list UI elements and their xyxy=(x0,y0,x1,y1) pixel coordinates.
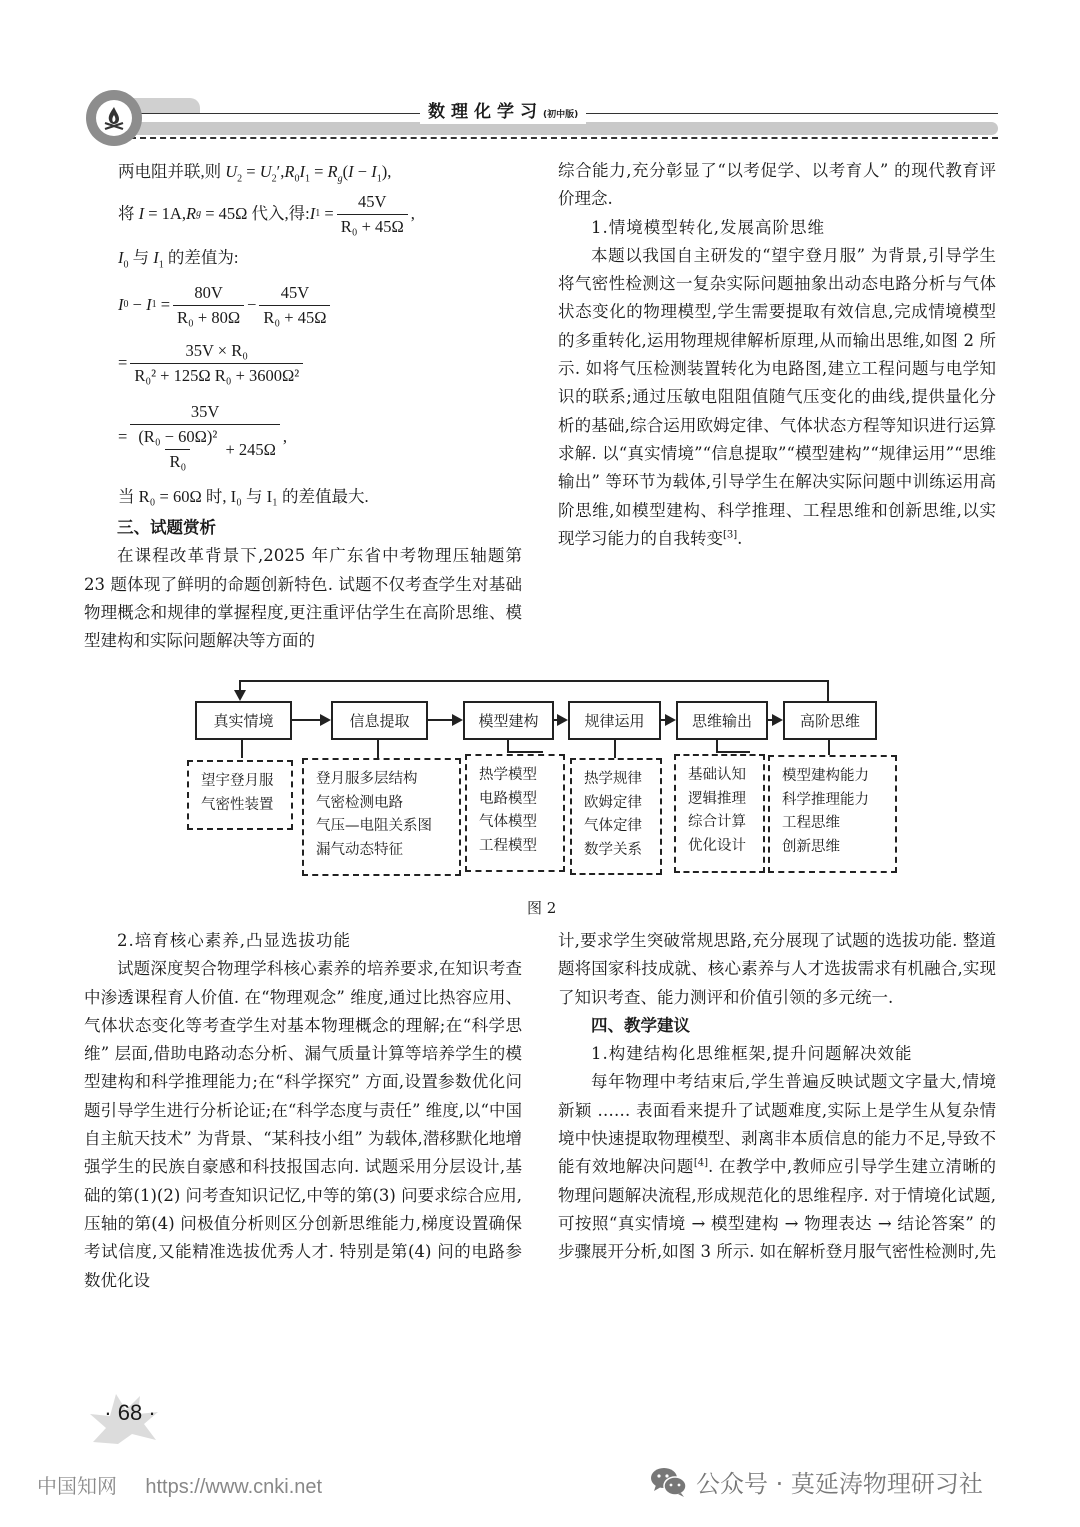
feedback-line xyxy=(239,680,829,682)
stage-box-6: 高阶思维 xyxy=(783,701,877,740)
detail-box-3: 热学模型 电路模型 气体模型 工程模型 xyxy=(465,754,565,872)
feedback-line-right xyxy=(827,680,829,701)
fraction-final: 35V $\frac{\text{(R₀ − 60Ω)²}}{\text{R₀}}$ + 245Ω xyxy=(130,400,280,474)
detail-box-6: 模型建构能力 科学推理能力 工程思维 创新思维 xyxy=(768,755,897,873)
continued-paragraph-2: 计,要求学生突破常规思路,充分展现了试题的选拔功能. 整道题将国家科技成就、核心素养与人才选拔需求有机融合,实现了知识考查、能力测评和价值引领的多元统一. xyxy=(558,931,996,1007)
connector-2 xyxy=(377,740,379,758)
math-line-4: I 0 − I 1 = $\frac{80V}{\text{R₀ + 80Ω}}$ − $\frac{45V}{\text{R₀ + 45Ω}}$ xyxy=(118,276,538,334)
edition-label: (初中版) xyxy=(543,110,579,120)
detail-box-1: 望宇登月服 气密性装置 xyxy=(187,760,293,830)
arrow-line-1 xyxy=(292,719,320,721)
connector-1 xyxy=(241,740,243,758)
fraction-45v: $\frac{45V}{\text{R₀ + 45Ω}}$ xyxy=(259,281,330,330)
section-4-heading: 四、教学建议 xyxy=(591,1015,690,1035)
stage-box-1: 真实情境 xyxy=(195,701,292,740)
page-number: · 68 · xyxy=(104,1400,156,1425)
figure-caption: 图 2 xyxy=(527,899,557,917)
arrow-down-icon xyxy=(234,690,246,701)
wechat-icon xyxy=(650,1466,688,1498)
connector-3-h xyxy=(507,751,543,753)
connector-5-h xyxy=(716,751,750,753)
campfire-icon xyxy=(101,105,127,131)
fraction-80v: $\frac{80V}{\text{R₀ + 80Ω}}$ xyxy=(173,281,244,330)
arrow-right-icon xyxy=(557,714,568,726)
arrow-right-icon xyxy=(665,714,676,726)
arrow-right-icon xyxy=(772,714,783,726)
cnki-url[interactable]: https://www.cnki.net xyxy=(145,1476,323,1498)
stage-box-5: 思维输出 xyxy=(676,701,768,740)
arrow-line-2 xyxy=(428,719,452,721)
math-line-1: 两电阻并联,则 $U_2 = U_2',R_0I_1 = R_g(I - I_1)$, xyxy=(118,162,392,185)
subsection-2-paragraph: 试题深度契合物理学科核心素养的培养要求,在知识考查中渗透课程育人价值. 在“物理观念” 维度,通过比热容应用、气体状态变化等考查学生对基本物理概念的理解;在“科学思维” 层面,借助电路动态分析、漏气质量计算等培养学生的模型建构和科学推理能力;在“科学探究” 方面,设置参数优化问题引导学生进行分析论证;在“科学态度与责任” 维度,以“中国自主航天技术” 为背景、“某科技小组” 为载体,潜移默化地增强学生的民族自豪感和科技报国志向. 试题采用分层设计,基础的第(1)(2) 问考查知识记忆,中等的第(3) 问要求综合应用,压轴的第(4) 问极值分析则区分创新思维能力,梯度设置确保考试信度,又能精准选拔优秀人才. 特别是第(4) 问的电路参数优化设 xyxy=(84,959,522,1290)
journal-logo xyxy=(86,90,142,146)
subsection-4-1-paragraph: 每年物理中考结束后,学生普遍反映试题文字量大,情境新颖 …… 表面看来提升了试题难度,实际上是学生从复杂情境中快速提取物理模型、剥离非本质信息的能力不足,导致不能有效地解决问题[4]. 在教学中,教师应引导学生建立清晰的物理问题解决流程,形成规范化的思维程序. 对于情境化试题,可按照“真实情境 → 模型建构 → 物理表达 → 结论答案” 的步骤展开分析,如图 3 所示. 如在解析登月服气密性检测时,先 xyxy=(558,1072,996,1262)
math-line-6: = 35V $\frac{\text{(R₀ − 60Ω)²}}{\text{R₀}}$ + 245Ω , xyxy=(118,392,538,482)
fraction-i1: $\frac{45V}{\text{R₀ + 45Ω}}$ xyxy=(337,190,408,239)
math-line-2: 将 I = 1A, R g = 45Ω 代入,得: I 1 = $\frac{45V}{\text{R₀ + 45Ω}}$ , xyxy=(118,188,538,240)
math-line-5: = $\frac{\text{35V × R₀}}{\text{R₀² + 125Ω R₀ + 3600Ω²}}$ xyxy=(118,334,538,392)
right-column-top xyxy=(558,157,996,553)
left-column-section-3 xyxy=(84,514,522,655)
stage-box-3: 模型建构 xyxy=(463,701,554,740)
section-3-paragraph: 在课程改革背景下,2025 年广东省中考物理压轴题第 23 题体现了鲜明的命题创新特色. 试题不仅考查学生对基础物理概念和规律的掌握程度,更注重评估学生在高阶思维、模型建构和实际问题解决等方面的 xyxy=(84,546,522,651)
stage-box-4: 规律运用 xyxy=(568,701,661,740)
arrow-right-icon xyxy=(320,714,331,726)
continued-paragraph: 综合能力,充分彰显了“以考促学、以考育人” 的现代教育评价理念. xyxy=(558,161,996,209)
journal-title: 数理化学习(初中版) xyxy=(420,100,586,124)
math-derivation xyxy=(118,158,538,512)
wechat-watermark: 公众号 · 莫延涛物理研习社 xyxy=(650,1464,983,1499)
subsection-1-heading: 1.情境模型转化,发展高阶思维 xyxy=(591,217,825,237)
left-column-bottom xyxy=(84,927,522,1295)
cnki-watermark: 中国知网 https://www.cnki.net xyxy=(37,1474,323,1498)
citation-3[interactable]: [3] xyxy=(723,529,738,541)
stage-box-2: 信息提取 xyxy=(331,701,428,740)
fraction-product: $\frac{\text{35V × R₀}}{\text{R₀² + 125Ω R₀ + 3600Ω²}}$ xyxy=(130,339,303,388)
subsection-2-heading: 2.培育核心素养,凸显选拔功能 xyxy=(117,931,351,950)
connector-4 xyxy=(614,740,616,758)
math-line-3: $I_0$ 与 $I_1$ 的差值为: xyxy=(118,248,239,271)
section-3-heading: 三、试题赏析 xyxy=(117,518,216,537)
right-column-bottom xyxy=(558,927,996,1267)
header-dashed-rule xyxy=(130,137,998,139)
detail-box-2: 登月服多层结构 气密检测电路 气压—电阻关系图 漏气动态特征 xyxy=(302,758,461,876)
detail-box-5: 基础认知 逻辑推理 综合计算 优化设计 xyxy=(674,754,765,873)
citation-4[interactable]: [4] xyxy=(693,1157,709,1169)
detail-box-4: 热学规律 欧姆定律 气体定律 数学关系 xyxy=(570,758,662,875)
math-conclusion: 当 R₀ = 60Ω 时, I₀ 与 I₁ 的差值最大. xyxy=(118,487,369,506)
subsection-4-1-heading: 1.构建结构化思维框架,提升问题解决效能 xyxy=(591,1044,913,1064)
arrow-right-icon xyxy=(452,714,463,726)
subsection-1-paragraph: 本题以我国自主研发的“望宇登月服” 为背景,引导学生将气密性检测这一复杂实际问题抽象出动态电路分析与气体状态变化的物理模型,学生需要提取有效信息,完成情境模型的多重转化,运用物理规律解析原理,从而输出思维,如图 2 所示. 如将气压检测装置转化为电路图,建立工程问题与电学知识的联系;通过压敏电阻阻值随气压变化的曲线,提供量化分析的基础,综合运用欧姆定律、气体状态方程等知识进行运算求解. 以“真实情境”“信息提取”“模型建构”“规律运用”“思维输出” 等环节为载体,引导学生在解决实际问题中训练运用高阶思维,如模型建构、科学推理、工程思维和创新思维,以实现学习能力的自我转变[3]. xyxy=(558,245,996,548)
